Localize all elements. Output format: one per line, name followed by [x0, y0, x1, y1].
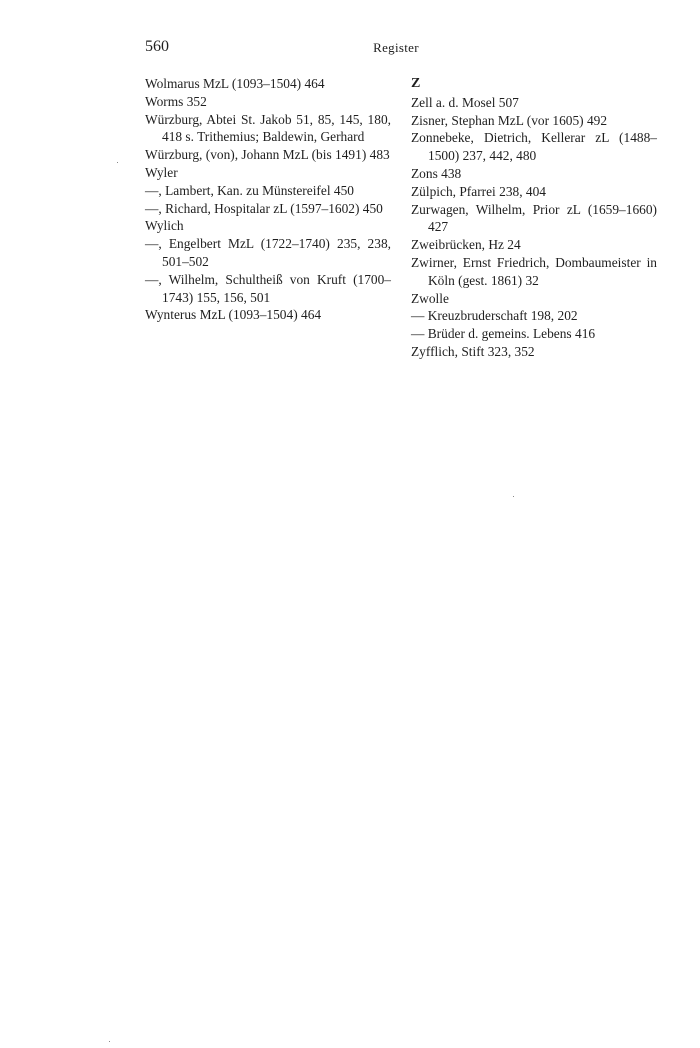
index-entry: Zons 438 [411, 165, 462, 181]
index-subentry: —, Engelbert MzL (1722–1740) 235, 238, 501–502 [145, 236, 391, 269]
scan-speck [109, 1041, 110, 1042]
index-entry: Zisner, Stephan MzL (vor 1605) 492 [411, 112, 608, 128]
index-entry: Würzburg, (von), Johann MzL (bis 1491) 483 [145, 147, 390, 163]
index-entry: Wyler [145, 164, 178, 180]
index-entry: Worms 352 [145, 93, 207, 109]
index-entry: Zweibrücken, Hz 24 [411, 237, 521, 253]
scan-speck [513, 496, 514, 497]
index-entry: Wolmarus MzL (1093–1504) 464 [145, 76, 325, 91]
index-subentry: — Kreuzbruderschaft 198, 202 [411, 308, 578, 324]
index-column-left [145, 75, 391, 324]
index-subentry: —, Lambert, Kan. zu Münstereifel 450 [145, 182, 354, 198]
index-entry: Zurwagen, Wilhelm, Prior zL (1659–1660) 427 [411, 201, 657, 235]
index-entry: Würzburg, Abtei St. Jakob 51, 85, 145, 180, 418 s. Trithemius; Baldewin, Gerhard [145, 111, 391, 145]
index-column-right [411, 75, 657, 361]
index-entry: Wynterus MzL (1093–1504) 464 [145, 307, 322, 323]
index-entry: Zwolle [411, 290, 449, 306]
index-entry: Zwirner, Ernst Friedrich, Dombaumeister in Köln (gest. 1861) 32 [411, 254, 657, 288]
index-entry: Wylich [145, 218, 184, 234]
running-head: Register [373, 40, 419, 55]
index-entry: Zell a. d. Mosel 507 [411, 94, 519, 110]
index-subentry: —, Richard, Hospitalar zL (1597–1602) 450 [145, 200, 383, 216]
index-entry: Zonnebeke, Dietrich, Kellerar zL (1488–1500) 237, 442, 480 [411, 130, 657, 164]
index-subentry: —, Wilhelm, Schultheiß von Kruft (1700–1743) 155, 156, 501 [145, 271, 391, 305]
index-entry: Zülpich, Pfarrei 238, 404 [411, 183, 546, 199]
page-number: 560 [145, 38, 169, 55]
index-entry: Zyfflich, Stift 323, 352 [411, 343, 535, 359]
index-subentry: — Brüder d. gemeins. Lebens 416 [411, 326, 596, 342]
scan-speck [117, 162, 118, 163]
section-letter-heading: Z [411, 76, 421, 91]
